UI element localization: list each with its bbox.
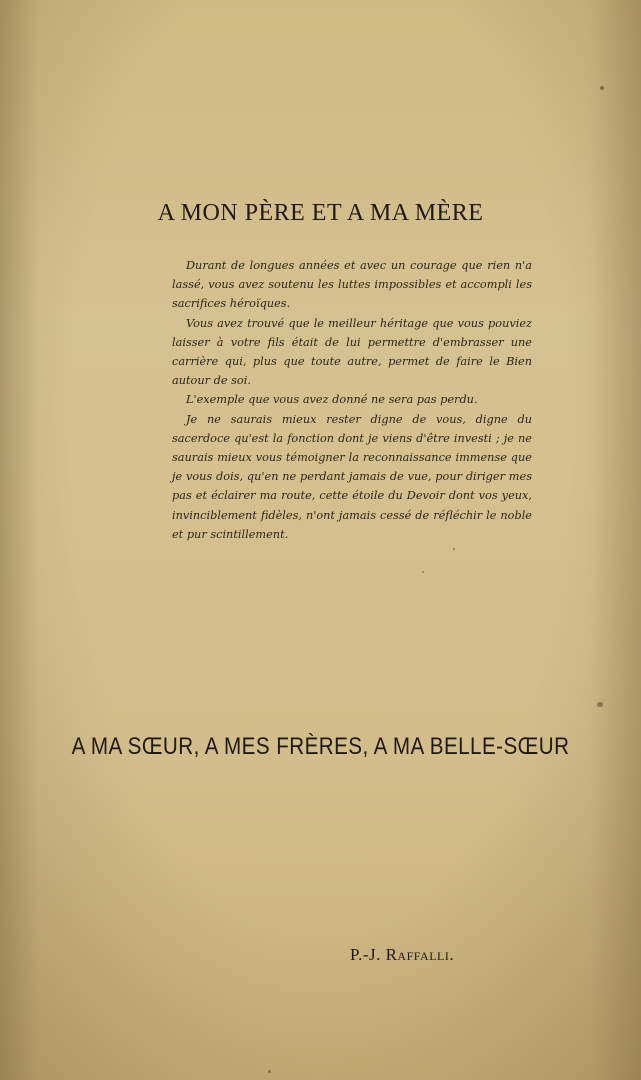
paper-speck (422, 571, 424, 573)
paper-speck (597, 702, 603, 707)
dedication-title: A MON PÈRE ET A MA MÈRE (157, 200, 484, 226)
dedication-text (172, 256, 532, 544)
paper-speck (268, 1070, 271, 1073)
paper-speck (453, 548, 455, 550)
dedication-paragraph: Durant de longues années et avec un courage que rien n'a lassé, vous avez soutenu les luttes impossibles et accompli les sacrifices héroïques. (172, 259, 532, 311)
paper-speck (600, 86, 604, 90)
second-dedication-title: A MA SŒUR, A MES FRÈRES, A MA BELLE-SŒUR (71, 733, 570, 760)
dedication-paragraph: L'exemple que vous avez donné ne sera pas perdu. (186, 393, 478, 407)
dedication-paragraph: Je ne saurais mieux rester digne de vous, digne du sacerdoce qu'est la fonction dont je viens d'être investi ; je ne saurais mieux vous témoigner la reconnaissance immense que je vous dois, qu'en ne perdant jamais de vue, pour diriger mes pas et éclairer ma route, cette étoile du Devoir dont vos yeux, invinciblement fidèles, n'ont jamais cessé de réfléchir le noble et pur scintillement. (172, 412, 532, 541)
author-signature: P.-J. Raffalli. (350, 945, 455, 964)
dedication-paragraph: Vous avez trouvé que le meilleur héritage que vous pouviez laisser à votre fils était de lui permettre d'embrasser une carrière qui, plus que toute autre, permet de faire le Bien autour de soi. (172, 316, 532, 388)
